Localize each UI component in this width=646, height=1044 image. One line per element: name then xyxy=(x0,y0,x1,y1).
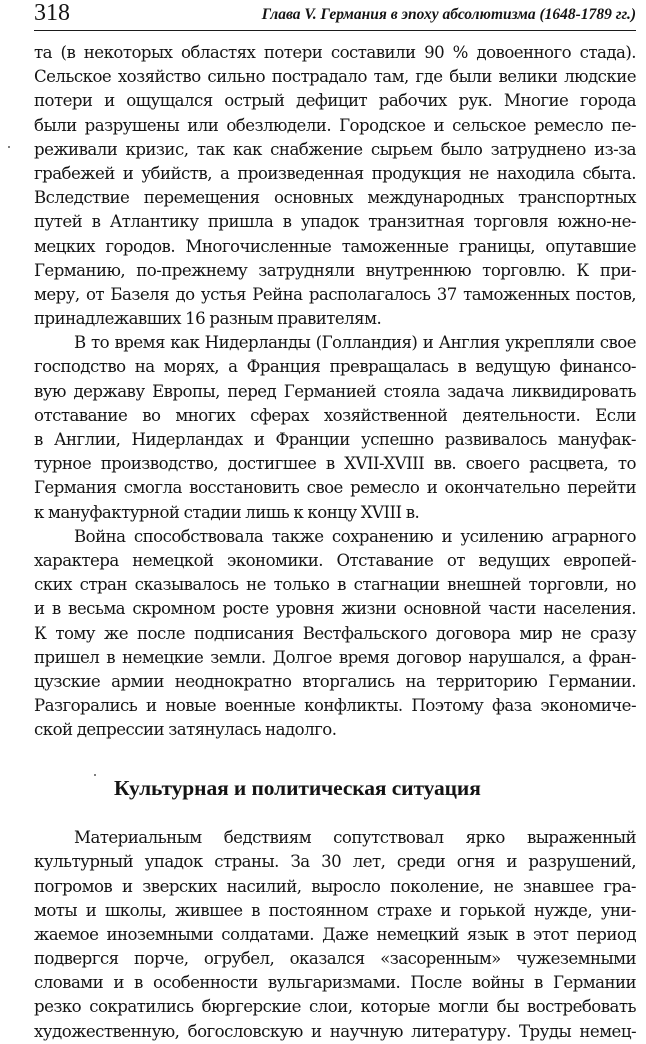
paragraph xyxy=(34,41,636,331)
text-line: культурный упадок страны. За 30 лет, среди огня и разрушений, xyxy=(34,852,636,872)
text-line: К тому же после подписания Вестфальского договора мир не сразу xyxy=(34,623,636,643)
text-line: к мануфактурной стадии лишь к концу XVIII в. xyxy=(34,502,420,522)
text-line: и в весьма скромном росте уровня жизни основной части населения. xyxy=(34,599,636,619)
text-line: Германию, по-прежнему затрудняли внутреннюю торговлю. К при- xyxy=(34,260,636,280)
text-line: характера немецкой экономики. Отставание от ведущих европей- xyxy=(34,550,636,570)
text-line: Материальным бедствиям сопутствовал ярко выраженный xyxy=(74,828,636,848)
text-line: были разрушены или обезлюдели. Городское и сельское ремесло пе- xyxy=(34,115,636,135)
text-line: Разгорались и новые военные конфликты. Поэтому фаза экономиче- xyxy=(34,696,636,716)
page-body xyxy=(34,41,636,1044)
text-line: грабежей и убийств, а произведенная продукция не находила сбыта. xyxy=(34,163,636,183)
text-line: ской депрессии затянулась надолго. xyxy=(34,720,337,740)
text-line: словами и в особенности вульгаризмами. После войны в Германии xyxy=(34,973,636,993)
page-number: 318 xyxy=(34,0,70,26)
text-line: Война способствовала также сохранению и усилению аграрного xyxy=(74,526,636,546)
text-line: Вследствие перемещения основных международных транспортных xyxy=(34,188,636,208)
text-line: цузские армии неоднократно вторгались на территорию Германии. xyxy=(34,671,636,691)
paragraph xyxy=(34,331,636,525)
page-header xyxy=(34,0,636,31)
text-line: резко сократились бюргерские слои, которые могли бы востребовать xyxy=(34,997,636,1017)
text-line: Германия смогла восстановить свое ремесло и окончательно перейти xyxy=(34,478,636,498)
text-line: ских стран сказывалось не только в стагнации внешней торговли, но xyxy=(34,575,636,595)
text-line: в Англии, Нидерландах и Франции успешно развивалось мануфак- xyxy=(34,430,636,449)
text-line: В то время как Нидерланды (Голландия) и Англия укрепляли свое xyxy=(74,333,636,353)
text-line: реживали кризис, так как снабжение сырьем было затруднено из-за xyxy=(34,139,636,159)
text-line: принадлежавших 16 разным правителям. xyxy=(34,309,382,329)
text-line: жаемое иноземными солдатами. Даже немецкий язык в этот период xyxy=(34,924,636,944)
text-line: господство на морях, а Франция превращалась в ведущую финансо- xyxy=(34,357,636,377)
text-line: моты и школы, жившее в постоянном страхе и горькой нужде, уни- xyxy=(34,900,636,920)
text-line: та (в некоторых областях потери составили 90 % довоенного стада). xyxy=(34,43,636,62)
scan-speck xyxy=(8,146,10,148)
text-line: вую державу Европы, перед Германией стояла задача ликвидировать xyxy=(34,381,636,401)
paragraph xyxy=(34,826,636,1044)
text-line: путей в Атлантику пришла в упадок транзитная торговля южно-не- xyxy=(34,212,636,232)
text-line: потери и ощущался острый дефицит рабочих рук. Многие города xyxy=(34,91,636,111)
text-line: турное производство, достигшее в XVII-XVIII вв. своего расцвета, то xyxy=(34,454,636,474)
section-heading: Культурная и политическая ситуация xyxy=(114,776,481,801)
text-line: Сельское хозяйство сильно пострадало там, где были велики людские xyxy=(34,67,636,87)
text-line: меру, от Базеля до устья Рейна располагалось 37 таможенных постов, xyxy=(34,284,636,304)
text-line: мецких городов. Многочисленные таможенные границы, опутавшие xyxy=(34,236,636,256)
text-line: отставание во многих сферах хозяйственной деятельности. Если xyxy=(34,405,636,425)
text-line: погромов и зверских насилий, выросло поколение, не знавшее гра- xyxy=(34,876,636,896)
text-line: подвергся порче, огрубел, оказался «засоренным» чужеземными xyxy=(34,949,636,969)
paragraph xyxy=(34,525,636,743)
running-head: Глава V. Германия в эпоху абсолютизма (1648-1789 гг.) xyxy=(261,6,636,23)
text-line: художественную, богословскую и научную литературу. Труды немец- xyxy=(34,1021,636,1041)
text-line: пришел в немецкие земли. Долгое время договор нарушался, а фран- xyxy=(34,647,636,667)
